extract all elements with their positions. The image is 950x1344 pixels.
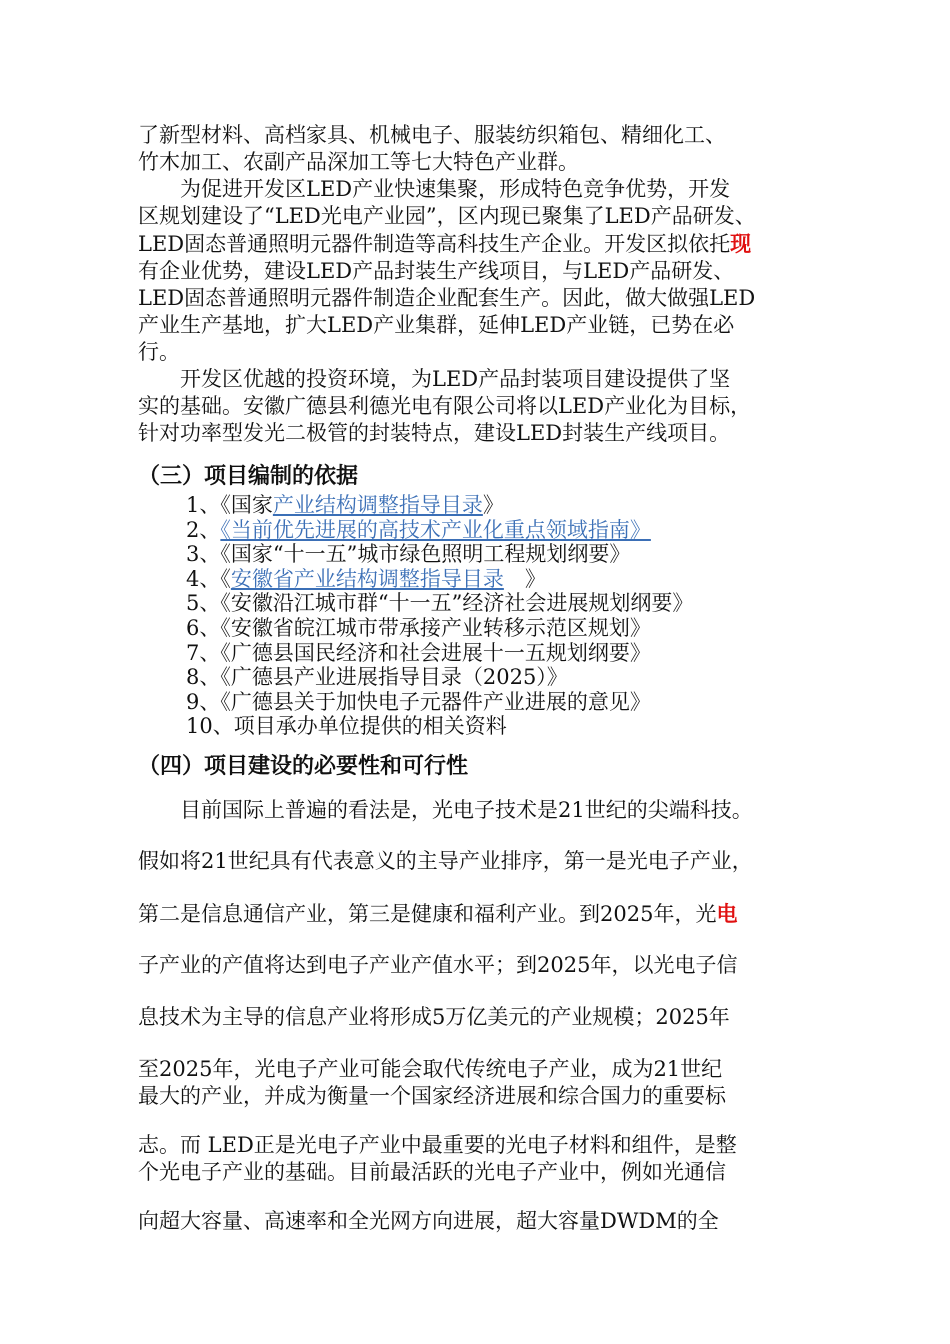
paragraph-line: 有企业优势，建设LED产品封装生产线项目，与LED产品研发、	[138, 259, 735, 283]
paragraph-line: 向超大容量、高速率和全光网方向进展，超大容量DWDM的全	[138, 1208, 719, 1233]
paragraph-line: LED固态普通照明元器件制造企业配套生产。因此，做大做强LED	[138, 286, 756, 310]
list-item: 9、《广德县关于加快电子元器件产业进展的意见》	[186, 689, 651, 714]
paragraph-line: 开发区优越的投资环境，为LED产品封装项目建设提供了坚	[180, 367, 731, 391]
paragraph-line	[138, 230, 838, 258]
paragraph-line: 志。而 LED正是光电子产业中最重要的光电子材料和组件，是整	[138, 1132, 737, 1157]
paragraph-line: 最大的产业，并成为衡量一个国家经济进展和综合国力的重要标	[138, 1083, 726, 1108]
paragraph-line: 为促进开发区LED产业快速集聚，形成特色竞争优势，开发	[180, 177, 731, 201]
paragraph-line: 目前国际上普遍的看法是，光电子技术是21世纪的尖端科技。	[180, 797, 753, 822]
paragraph-line: 息技术为主导的信息产业将形成5万亿美元的产业规模；2025年	[138, 1004, 730, 1029]
line-text: LED固态普通照明元器件制造等高科技生产企业。开发区拟依托	[138, 232, 731, 256]
list-item	[138, 493, 838, 518]
section-necessity	[138, 797, 838, 1235]
list-item	[138, 567, 838, 592]
paragraph-line: 了新型材料、高档家具、机械电子、服装纺织箱包、精细化工、	[138, 123, 726, 147]
section-heading-necessity: （四）项目建设的必要性和可行性	[138, 752, 469, 779]
link-hightech-guide[interactable]: 《当前优先进展的高技术产业化重点领域指南》	[220, 517, 651, 542]
paragraph-line: 针对功率型发光二极管的封装特点，建设LED封装生产线项目。	[138, 421, 731, 445]
line-text: 第二是信息通信产业，第三是健康和福利产业。到2025年，光	[138, 901, 717, 926]
paragraph-line: 区规划建设了“LED光电产业园”，区内现已聚集了LED产品研发、	[138, 204, 756, 228]
paragraph-line: 产业生产基地，扩大LED产业集群，延伸LED产业链，已势在必	[138, 313, 735, 337]
paragraph-line: 行。	[138, 340, 180, 364]
section-intro	[138, 122, 838, 447]
paragraph-line	[138, 900, 838, 928]
paragraph-line: 竹木加工、农副产品深加工等七大特色产业群。	[138, 150, 579, 174]
list-item: 7、《广德县国民经济和社会进展十一五规划纲要》	[186, 640, 651, 665]
link-industry-catalog[interactable]: 产业结构调整指导目录	[272, 493, 483, 517]
paragraph-line: 子产业的产值将达到电子产业产值水平；到2025年，以光电子信	[138, 952, 738, 977]
list-item: 8、《广德县产业进展指导目录（2025）》	[186, 665, 568, 690]
basis-list	[138, 493, 838, 739]
item-text: 》	[503, 566, 546, 591]
document-page	[138, 122, 838, 1235]
paragraph-line: 个光电子产业的基础。目前最活跃的光电子产业中，例如光通信	[138, 1159, 726, 1184]
highlighted-char: 现	[730, 231, 752, 256]
list-item: 5、《安徽沿江城市群“十一五”经济社会进展规划纲要》	[186, 591, 694, 616]
list-item	[138, 518, 838, 543]
section-heading-basis: （三）项目编制的依据	[138, 463, 359, 489]
link-anhui-catalog[interactable]: 安徽省产业结构调整指导目录	[230, 566, 504, 591]
list-item: 3、《国家“十一五”城市绿色照明工程规划纲要》	[186, 542, 631, 567]
paragraph-line: 假如将21世纪具有代表意义的主导产业排序，第一是光电子产业，	[138, 848, 753, 873]
highlighted-char: 电	[716, 900, 738, 926]
paragraph-line: 至2025年，光电子产业可能会取代传统电子产业，成为21世纪	[138, 1056, 723, 1081]
paragraph-line: 实的基础。安徽广德县利德光电有限公司将以LED产业化为目标，	[138, 394, 752, 418]
item-text: 4、《	[186, 566, 231, 591]
item-text: 2、	[186, 517, 221, 542]
item-text: 》	[482, 493, 504, 517]
list-item: 10、项目承办单位提供的相关资料	[186, 714, 507, 739]
item-text: 1、《国家	[186, 493, 273, 517]
list-item: 6、《安徽省皖江城市带承接产业转移示范区规划》	[186, 615, 651, 640]
